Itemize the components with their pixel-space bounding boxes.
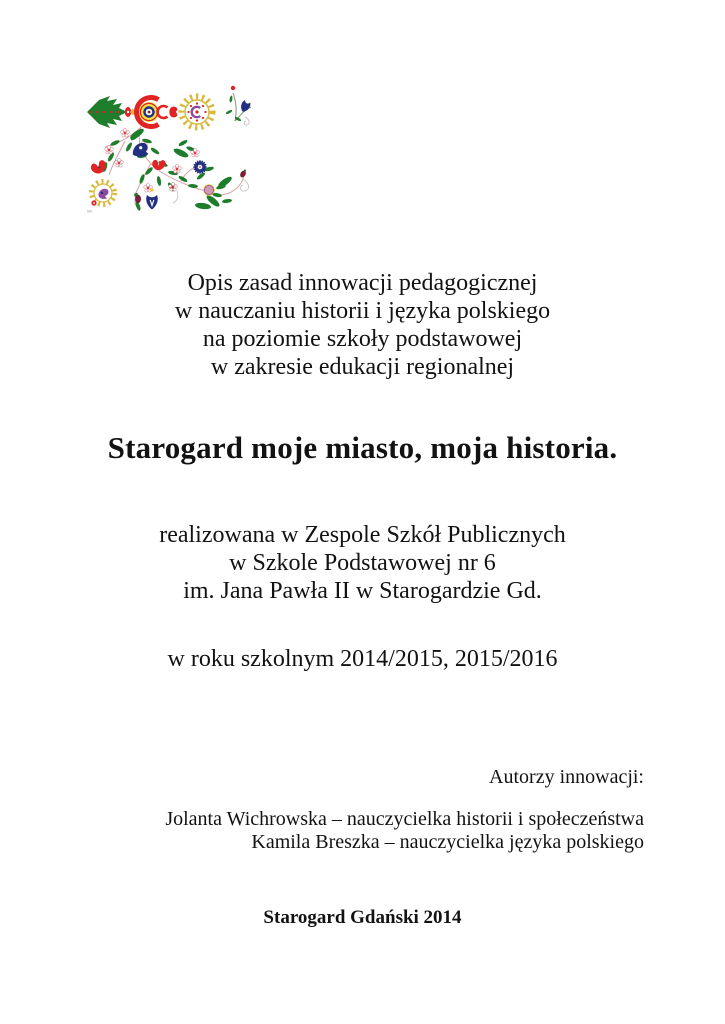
place-year-line: Starogard Gdański 2014 — [263, 907, 462, 928]
school-line-1: realizowana w Zespole Szkół Publicznych — [159, 522, 566, 548]
author-line-1: Jolanta Wichrowska – nauczycielka historii i społeczeństwa — [165, 808, 644, 830]
subtitle-line-3: na poziomie szkoły podstawowej — [202, 326, 523, 352]
maroon-bud — [239, 168, 248, 178]
gold-sun-flower — [182, 97, 212, 127]
navy-bell-flower — [146, 188, 158, 209]
authors-heading: Autorzy innowacji: — [489, 766, 644, 788]
kashubian-ornament — [85, 79, 260, 221]
leaf-cluster — [102, 127, 233, 211]
author-line-2: Kamila Breszka – nauczycielka języka polskiego — [251, 831, 644, 853]
top-right-sprig — [225, 86, 251, 122]
subtitle-line-1: Opis zasad innowacji pedagogicznej — [187, 270, 538, 296]
tiny-watermark — [87, 210, 92, 213]
school-block — [0, 521, 725, 605]
red-tulip-flower — [152, 160, 165, 170]
gold-sun-bird-flower — [92, 182, 114, 204]
kashubian-floral-ornament-graphic — [85, 79, 260, 221]
subtitle-line-2: w nauczaniu historii i języka polskiego — [174, 298, 551, 324]
subtitle-line-4: w zakresie edukacji regionalnej — [210, 354, 515, 380]
navy-aster-flower — [193, 160, 207, 174]
school-years-line: w roku szkolnym 2014/2015, 2015/2016 — [167, 646, 558, 672]
subtitle-block — [0, 269, 725, 381]
authors-block — [165, 808, 644, 854]
small-red-flower — [91, 200, 96, 205]
document-title: Starogard moje miasto, moja historia. — [107, 430, 618, 465]
school-line-3: im. Jana Pawła II w Starogardzie Gd. — [183, 578, 542, 604]
red-ring-motif — [136, 98, 159, 127]
green-tree-motif — [87, 96, 127, 128]
school-line-2: w Szkole Podstawowej nr 6 — [229, 550, 496, 576]
